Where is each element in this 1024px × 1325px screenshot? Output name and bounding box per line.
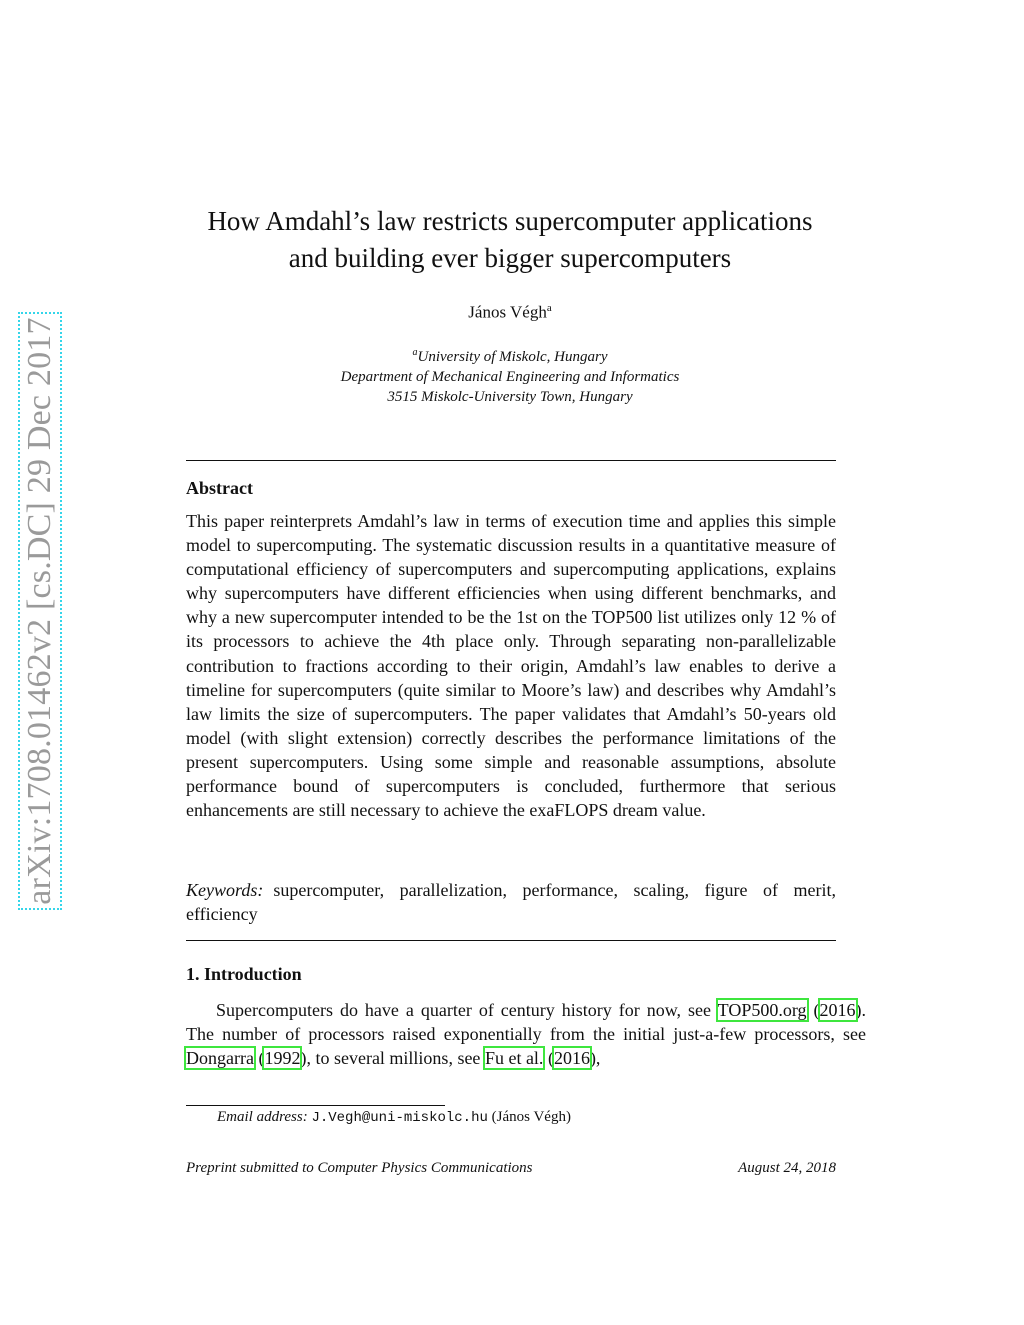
keywords (186, 878, 836, 926)
footnote-name: (János Végh) (491, 1109, 571, 1125)
title-line-1: How Amdahl’s law restricts supercomputer applications (207, 206, 813, 236)
intro-text: ( (543, 1048, 554, 1069)
intro-text: ). The number of processors raised exponentially from the initial just-a-few processors, see (186, 1000, 866, 1045)
footnote-label: Email address: (217, 1109, 308, 1125)
introduction-paragraph (186, 998, 866, 1070)
citation-fu-et-al-year[interactable]: 2016 (553, 1048, 590, 1069)
intro-text: ( (806, 1000, 820, 1020)
affiliation-line-3: 3515 Miskolc-University Town, Hungary (387, 389, 633, 405)
affiliation-line-2: Department of Mechanical Engineering and Informatics (340, 369, 680, 385)
citation-fu-et-al[interactable]: Fu et al. (484, 1048, 544, 1069)
author-name: János Végh (468, 302, 547, 322)
footnote-rule (186, 1105, 445, 1106)
keywords-text: supercomputer, parallelization, performance, scaling, figure of merit, efficiency (186, 880, 836, 925)
citation-top500-year[interactable]: 2016 (819, 1000, 856, 1020)
citation-dongarra[interactable]: Dongarra (186, 1048, 254, 1069)
affiliation-marker: a (412, 347, 418, 358)
footnote (217, 1109, 571, 1126)
footer-date: August 24, 2018 (738, 1160, 836, 1176)
author-affiliation-marker: a (546, 302, 552, 314)
affiliation (150, 343, 870, 407)
paper-title (150, 203, 870, 277)
citation-dongarra-year[interactable]: 1992 (264, 1048, 301, 1069)
abstract-heading: Abstract (186, 478, 253, 498)
footer-journal: Preprint submitted to Computer Physics Communications (186, 1160, 533, 1176)
intro-text: ( (253, 1048, 265, 1069)
author (150, 302, 870, 323)
abstract-bottom-rule (186, 940, 836, 941)
intro-text: ), (589, 1048, 601, 1069)
title-line-2: and building ever bigger supercomputers (288, 243, 732, 273)
keywords-label: Keywords: (186, 880, 264, 900)
citation-top500[interactable]: TOP500.org (717, 1000, 807, 1020)
section-heading-introduction: 1. Introduction (186, 964, 302, 984)
intro-text: ), to several millions, see (300, 1048, 485, 1069)
arxiv-stamp[interactable] (18, 312, 62, 910)
arxiv-identifier: arXiv:1708.01462v2 [cs.DC] 29 Dec 2017 (21, 317, 58, 905)
footnote-email[interactable]: J.Vegh@uni-miskolc.hu (311, 1110, 488, 1126)
affiliation-line-1: University of Miskolc, Hungary (417, 349, 608, 365)
abstract-top-rule (186, 460, 836, 461)
abstract-body: This paper reinterprets Amdahl’s law in terms of execution time and applies this simple model to supercomputing. The systematic discussion results in a quantitative measure of computational efficiency of supercomputers and supercomputing applications, explains why supercomputers have different efficiencies when using different benchmarks, and why a new supercomputer intended to be the 1st on the TOP500 list utilizes only 12 % of its processors to achieve the 4th place only. Through separating non-parallelizable contribution to fractions according to their origin, Amdahl’s law enables to derive a timeline for supercomputers (quite similar to Moore’s law) and describes why Amdahl’s law limits the size of supercomputers. The paper validates that Amdahl’s 50-years old model (with slight extension) correctly describes the performance limitations of the present supercomputers. Using some simple and reasonable assumptions, absolute performance bound of supercomputers is concluded, furthermore that serious enhancements are still necessary to achieve the exaFLOPS dream value. (186, 511, 836, 821)
intro-text: Supercomputers do have a quarter of century history for now, see (216, 1000, 718, 1020)
